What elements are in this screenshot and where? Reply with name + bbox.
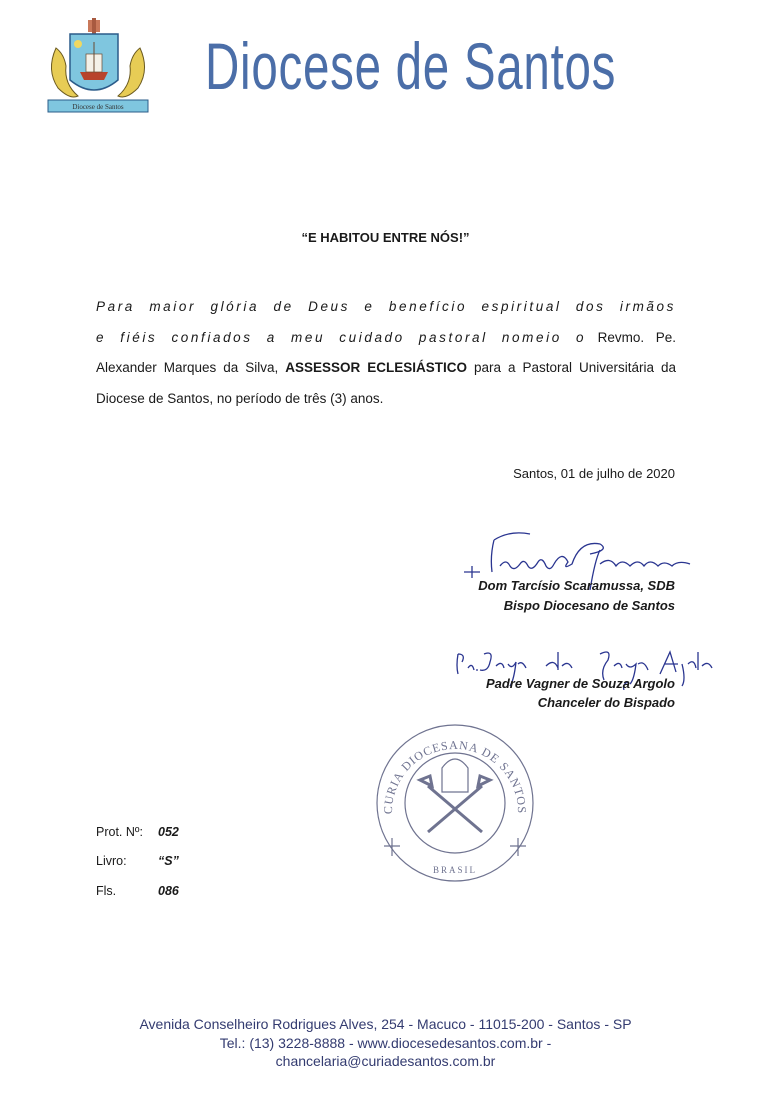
body-line-4: Diocese de Santos, no período de três (3) anos. xyxy=(96,390,384,406)
seal-bottom-text: BRASIL xyxy=(432,865,478,875)
motto-heading: “E HABITOU ENTRE NÓS!” xyxy=(301,230,470,245)
body-line-2-rest: Revmo. Pe. xyxy=(597,329,676,345)
body-line-3 xyxy=(96,353,676,384)
body-line-3-rest: para a Pastoral Universitária da xyxy=(474,360,676,375)
protocol-number xyxy=(96,825,179,839)
curia-seal-stamp xyxy=(370,720,540,885)
book-reference xyxy=(96,854,179,868)
appointee-name: Alexander Marques da Silva, xyxy=(96,360,279,375)
protocol-value: 052 xyxy=(158,825,179,839)
appointment-text xyxy=(96,292,676,414)
body-line-2 xyxy=(96,323,676,354)
folio-label: Fls. xyxy=(96,884,117,898)
svg-text:CURIA DIOCESANA DE SANTOS: CURIA DIOCESANA DE SANTOS xyxy=(380,737,530,815)
bishop-name: Dom Tarcísio Scaramussa, SDB xyxy=(478,578,675,593)
folio-reference xyxy=(96,884,179,898)
diocese-coat-of-arms-logo xyxy=(42,18,154,114)
book-label: Livro: xyxy=(96,854,127,868)
book-value: “S” xyxy=(158,854,179,868)
chancellor-name: Padre Vagner de Souza Argolo xyxy=(485,676,675,691)
footer-email: chancelaria@curiadesantos.com.br xyxy=(275,1053,496,1069)
page-title: Diocese de Santos xyxy=(205,29,617,103)
footer-contact xyxy=(0,1015,771,1071)
footer-phone-website: Tel.: (13) 3228-8888 - www.diocesedesantos.com.br - xyxy=(219,1034,552,1051)
bishop-role: Bispo Diocesano de Santos xyxy=(503,598,675,613)
body-line-1: Para maior glória de Deus e benefício espiritual dos irmãos xyxy=(96,299,676,314)
body-line-2-italic: e fiéis confiados a meu cuidado pastoral nomeio o xyxy=(96,329,587,345)
folio-value: 086 xyxy=(158,884,179,898)
chancellor-role: Chanceler do Bispado xyxy=(537,695,675,710)
appointment-role: ASSESSOR ECLESIÁSTICO xyxy=(285,360,468,375)
svg-text:Diocese de Santos: Diocese de Santos xyxy=(72,103,124,111)
protocol-label: Prot. Nº: xyxy=(96,825,143,839)
document-date: Santos, 01 de julho de 2020 xyxy=(513,466,675,481)
footer-address: Avenida Conselheiro Rodrigues Alves, 254 - Macuco - 11015-200 - Santos - SP xyxy=(139,1016,632,1032)
